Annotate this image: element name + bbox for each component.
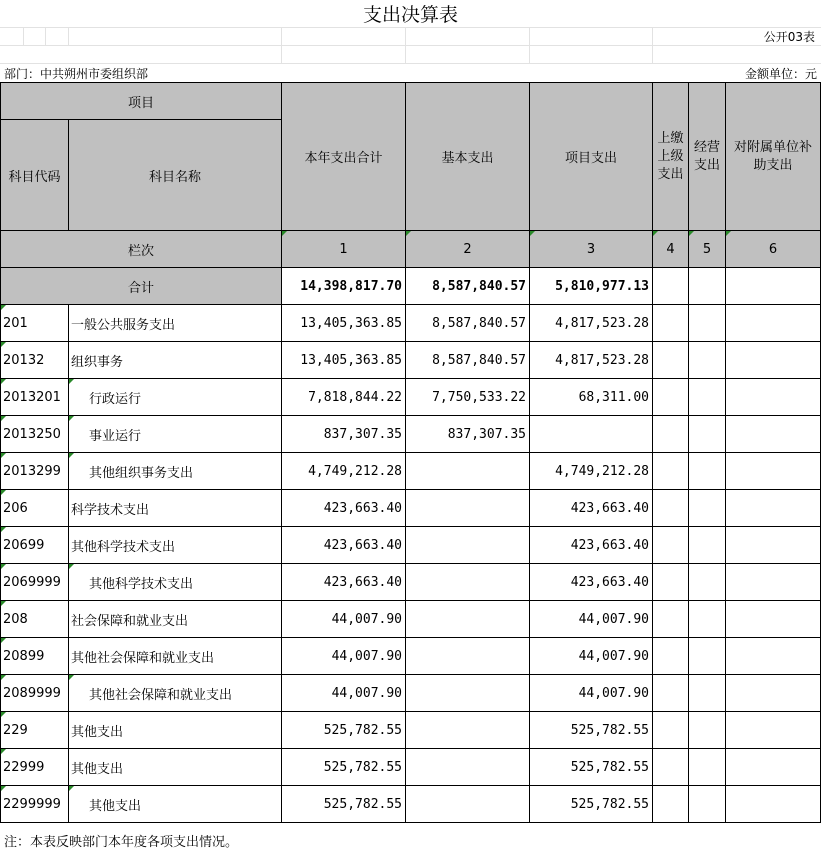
row-basic: 7,750,533.22 xyxy=(406,379,530,416)
row-upper xyxy=(653,675,689,712)
row-code: 2013250 xyxy=(1,416,69,453)
row-total: 525,782.55 xyxy=(282,786,406,823)
column-index-2: 2 xyxy=(406,231,530,268)
row-business xyxy=(689,379,726,416)
row-project: 525,782.55 xyxy=(530,712,653,749)
summary-label: 合计 xyxy=(1,268,282,305)
table-row xyxy=(1,453,821,490)
row-project: 525,782.55 xyxy=(530,749,653,786)
row-project: 525,782.55 xyxy=(530,786,653,823)
row-total: 423,663.40 xyxy=(282,564,406,601)
table-row xyxy=(1,490,821,527)
row-business xyxy=(689,527,726,564)
row-upper xyxy=(653,305,689,342)
row-subsidiary xyxy=(726,786,821,823)
summary-row xyxy=(1,268,821,305)
row-total: 525,782.55 xyxy=(282,749,406,786)
row-project: 4,749,212.28 xyxy=(530,453,653,490)
gridline xyxy=(0,45,821,46)
row-business xyxy=(689,638,726,675)
row-code: 2299999 xyxy=(1,786,69,823)
row-code: 206 xyxy=(1,490,69,527)
row-total: 44,007.90 xyxy=(282,601,406,638)
row-basic xyxy=(406,564,530,601)
row-code: 2013201 xyxy=(1,379,69,416)
row-upper xyxy=(653,527,689,564)
column-index-5: 5 xyxy=(689,231,726,268)
gridline xyxy=(45,27,46,45)
row-name: 其他科学技术支出 xyxy=(69,564,282,601)
summary-total: 14,398,817.70 xyxy=(282,268,406,305)
row-name: 一般公共服务支出 xyxy=(69,305,282,342)
row-business xyxy=(689,749,726,786)
row-project: 423,663.40 xyxy=(530,490,653,527)
table-row xyxy=(1,675,821,712)
row-total: 44,007.90 xyxy=(282,638,406,675)
gridline xyxy=(529,27,530,63)
row-subsidiary xyxy=(726,527,821,564)
summary-upper xyxy=(653,268,689,305)
table-row xyxy=(1,342,821,379)
table-body xyxy=(1,83,821,823)
summary-basic: 8,587,840.57 xyxy=(406,268,530,305)
row-total: 13,405,363.85 xyxy=(282,305,406,342)
row-name: 其他组织事务支出 xyxy=(69,453,282,490)
column-index-row xyxy=(1,231,821,268)
table-row xyxy=(1,527,821,564)
summary-project: 5,810,977.13 xyxy=(530,268,653,305)
row-name: 其他支出 xyxy=(69,786,282,823)
column-index-label: 栏次 xyxy=(1,231,282,268)
table-row xyxy=(1,749,821,786)
row-upper xyxy=(653,342,689,379)
table-row xyxy=(1,638,821,675)
gridline xyxy=(23,27,24,45)
row-name: 其他支出 xyxy=(69,749,282,786)
unit-label: 金额单位：元 xyxy=(744,67,817,81)
row-basic: 837,307.35 xyxy=(406,416,530,453)
header-project-expenditure: 项目支出 xyxy=(530,83,653,231)
row-basic xyxy=(406,712,530,749)
row-upper xyxy=(653,453,689,490)
row-total: 525,782.55 xyxy=(282,712,406,749)
column-index-3: 3 xyxy=(530,231,653,268)
table-row xyxy=(1,601,821,638)
row-project: 44,007.90 xyxy=(530,601,653,638)
row-name: 其他支出 xyxy=(69,712,282,749)
table-row xyxy=(1,379,821,416)
page-title: 支出决算表 xyxy=(362,4,458,26)
table-row xyxy=(1,712,821,749)
row-project: 423,663.40 xyxy=(530,564,653,601)
gridline xyxy=(68,27,69,45)
row-name: 事业运行 xyxy=(69,416,282,453)
form-code: 公开03表 xyxy=(763,30,815,44)
row-subsidiary xyxy=(726,379,821,416)
row-code: 20132 xyxy=(1,342,69,379)
header-upper-level: 上缴上级支出 xyxy=(653,83,689,231)
row-total: 7,818,844.22 xyxy=(282,379,406,416)
table-row xyxy=(1,416,821,453)
row-name: 其他科学技术支出 xyxy=(69,527,282,564)
row-name: 其他社会保障和就业支出 xyxy=(69,675,282,712)
row-business xyxy=(689,564,726,601)
row-upper xyxy=(653,638,689,675)
row-total: 13,405,363.85 xyxy=(282,342,406,379)
row-code: 208 xyxy=(1,601,69,638)
row-basic xyxy=(406,749,530,786)
gridline xyxy=(405,27,406,63)
footnote: 注：本表反映部门本年度各项支出情况。 xyxy=(4,835,239,850)
row-business xyxy=(689,416,726,453)
row-upper xyxy=(653,601,689,638)
row-code: 2013299 xyxy=(1,453,69,490)
row-code: 20899 xyxy=(1,638,69,675)
row-subsidiary xyxy=(726,749,821,786)
department-label: 部门：中共朔州市委组织部 xyxy=(4,67,149,81)
gridline xyxy=(281,27,282,63)
row-basic xyxy=(406,527,530,564)
row-code: 201 xyxy=(1,305,69,342)
row-total: 423,663.40 xyxy=(282,527,406,564)
row-project: 423,663.40 xyxy=(530,527,653,564)
row-name: 行政运行 xyxy=(69,379,282,416)
row-name: 社会保障和就业支出 xyxy=(69,601,282,638)
expenditure-table xyxy=(0,82,821,823)
row-total: 44,007.90 xyxy=(282,675,406,712)
row-basic xyxy=(406,786,530,823)
row-upper xyxy=(653,712,689,749)
column-index-6: 6 xyxy=(726,231,821,268)
row-subsidiary xyxy=(726,453,821,490)
row-basic xyxy=(406,601,530,638)
row-upper xyxy=(653,564,689,601)
row-project: 44,007.90 xyxy=(530,675,653,712)
summary-subsidiary xyxy=(726,268,821,305)
row-basic xyxy=(406,675,530,712)
row-business xyxy=(689,786,726,823)
row-code: 2089999 xyxy=(1,675,69,712)
header-basic: 基本支出 xyxy=(406,83,530,231)
row-basic xyxy=(406,638,530,675)
row-subsidiary xyxy=(726,601,821,638)
row-project: 4,817,523.28 xyxy=(530,342,653,379)
row-upper xyxy=(653,416,689,453)
row-code: 22999 xyxy=(1,749,69,786)
header-subsidiary: 对附属单位补助支出 xyxy=(726,83,821,231)
table-row xyxy=(1,786,821,823)
row-upper xyxy=(653,786,689,823)
row-business xyxy=(689,490,726,527)
row-total: 4,749,212.28 xyxy=(282,453,406,490)
row-business xyxy=(689,453,726,490)
row-subsidiary xyxy=(726,675,821,712)
header-business: 经营支出 xyxy=(689,83,726,231)
summary-business xyxy=(689,268,726,305)
row-total: 423,663.40 xyxy=(282,490,406,527)
row-basic: 8,587,840.57 xyxy=(406,342,530,379)
gridline xyxy=(652,27,653,63)
row-name: 科学技术支出 xyxy=(69,490,282,527)
row-subsidiary xyxy=(726,490,821,527)
row-subsidiary xyxy=(726,416,821,453)
row-code: 229 xyxy=(1,712,69,749)
row-subsidiary xyxy=(726,712,821,749)
header-total: 本年支出合计 xyxy=(282,83,406,231)
row-project: 68,311.00 xyxy=(530,379,653,416)
column-index-1: 1 xyxy=(282,231,406,268)
gridline xyxy=(0,63,821,64)
row-project: 44,007.90 xyxy=(530,638,653,675)
row-name: 组织事务 xyxy=(69,342,282,379)
row-business xyxy=(689,601,726,638)
row-project: 4,817,523.28 xyxy=(530,305,653,342)
header-subject-code: 科目代码 xyxy=(1,120,69,231)
row-business xyxy=(689,342,726,379)
row-project xyxy=(530,416,653,453)
row-upper xyxy=(653,749,689,786)
table-row xyxy=(1,564,821,601)
row-subsidiary xyxy=(726,342,821,379)
row-business xyxy=(689,305,726,342)
row-upper xyxy=(653,379,689,416)
row-name: 其他社会保障和就业支出 xyxy=(69,638,282,675)
row-basic xyxy=(406,453,530,490)
table-row xyxy=(1,305,821,342)
row-code: 20699 xyxy=(1,527,69,564)
row-upper xyxy=(653,490,689,527)
row-subsidiary xyxy=(726,305,821,342)
row-code: 2069999 xyxy=(1,564,69,601)
row-business xyxy=(689,712,726,749)
row-total: 837,307.35 xyxy=(282,416,406,453)
row-basic xyxy=(406,490,530,527)
row-subsidiary xyxy=(726,564,821,601)
header-project: 项目 xyxy=(1,83,282,120)
row-subsidiary xyxy=(726,638,821,675)
row-basic: 8,587,840.57 xyxy=(406,305,530,342)
row-business xyxy=(689,675,726,712)
header-subject-name: 科目名称 xyxy=(69,120,282,231)
column-index-4: 4 xyxy=(653,231,689,268)
